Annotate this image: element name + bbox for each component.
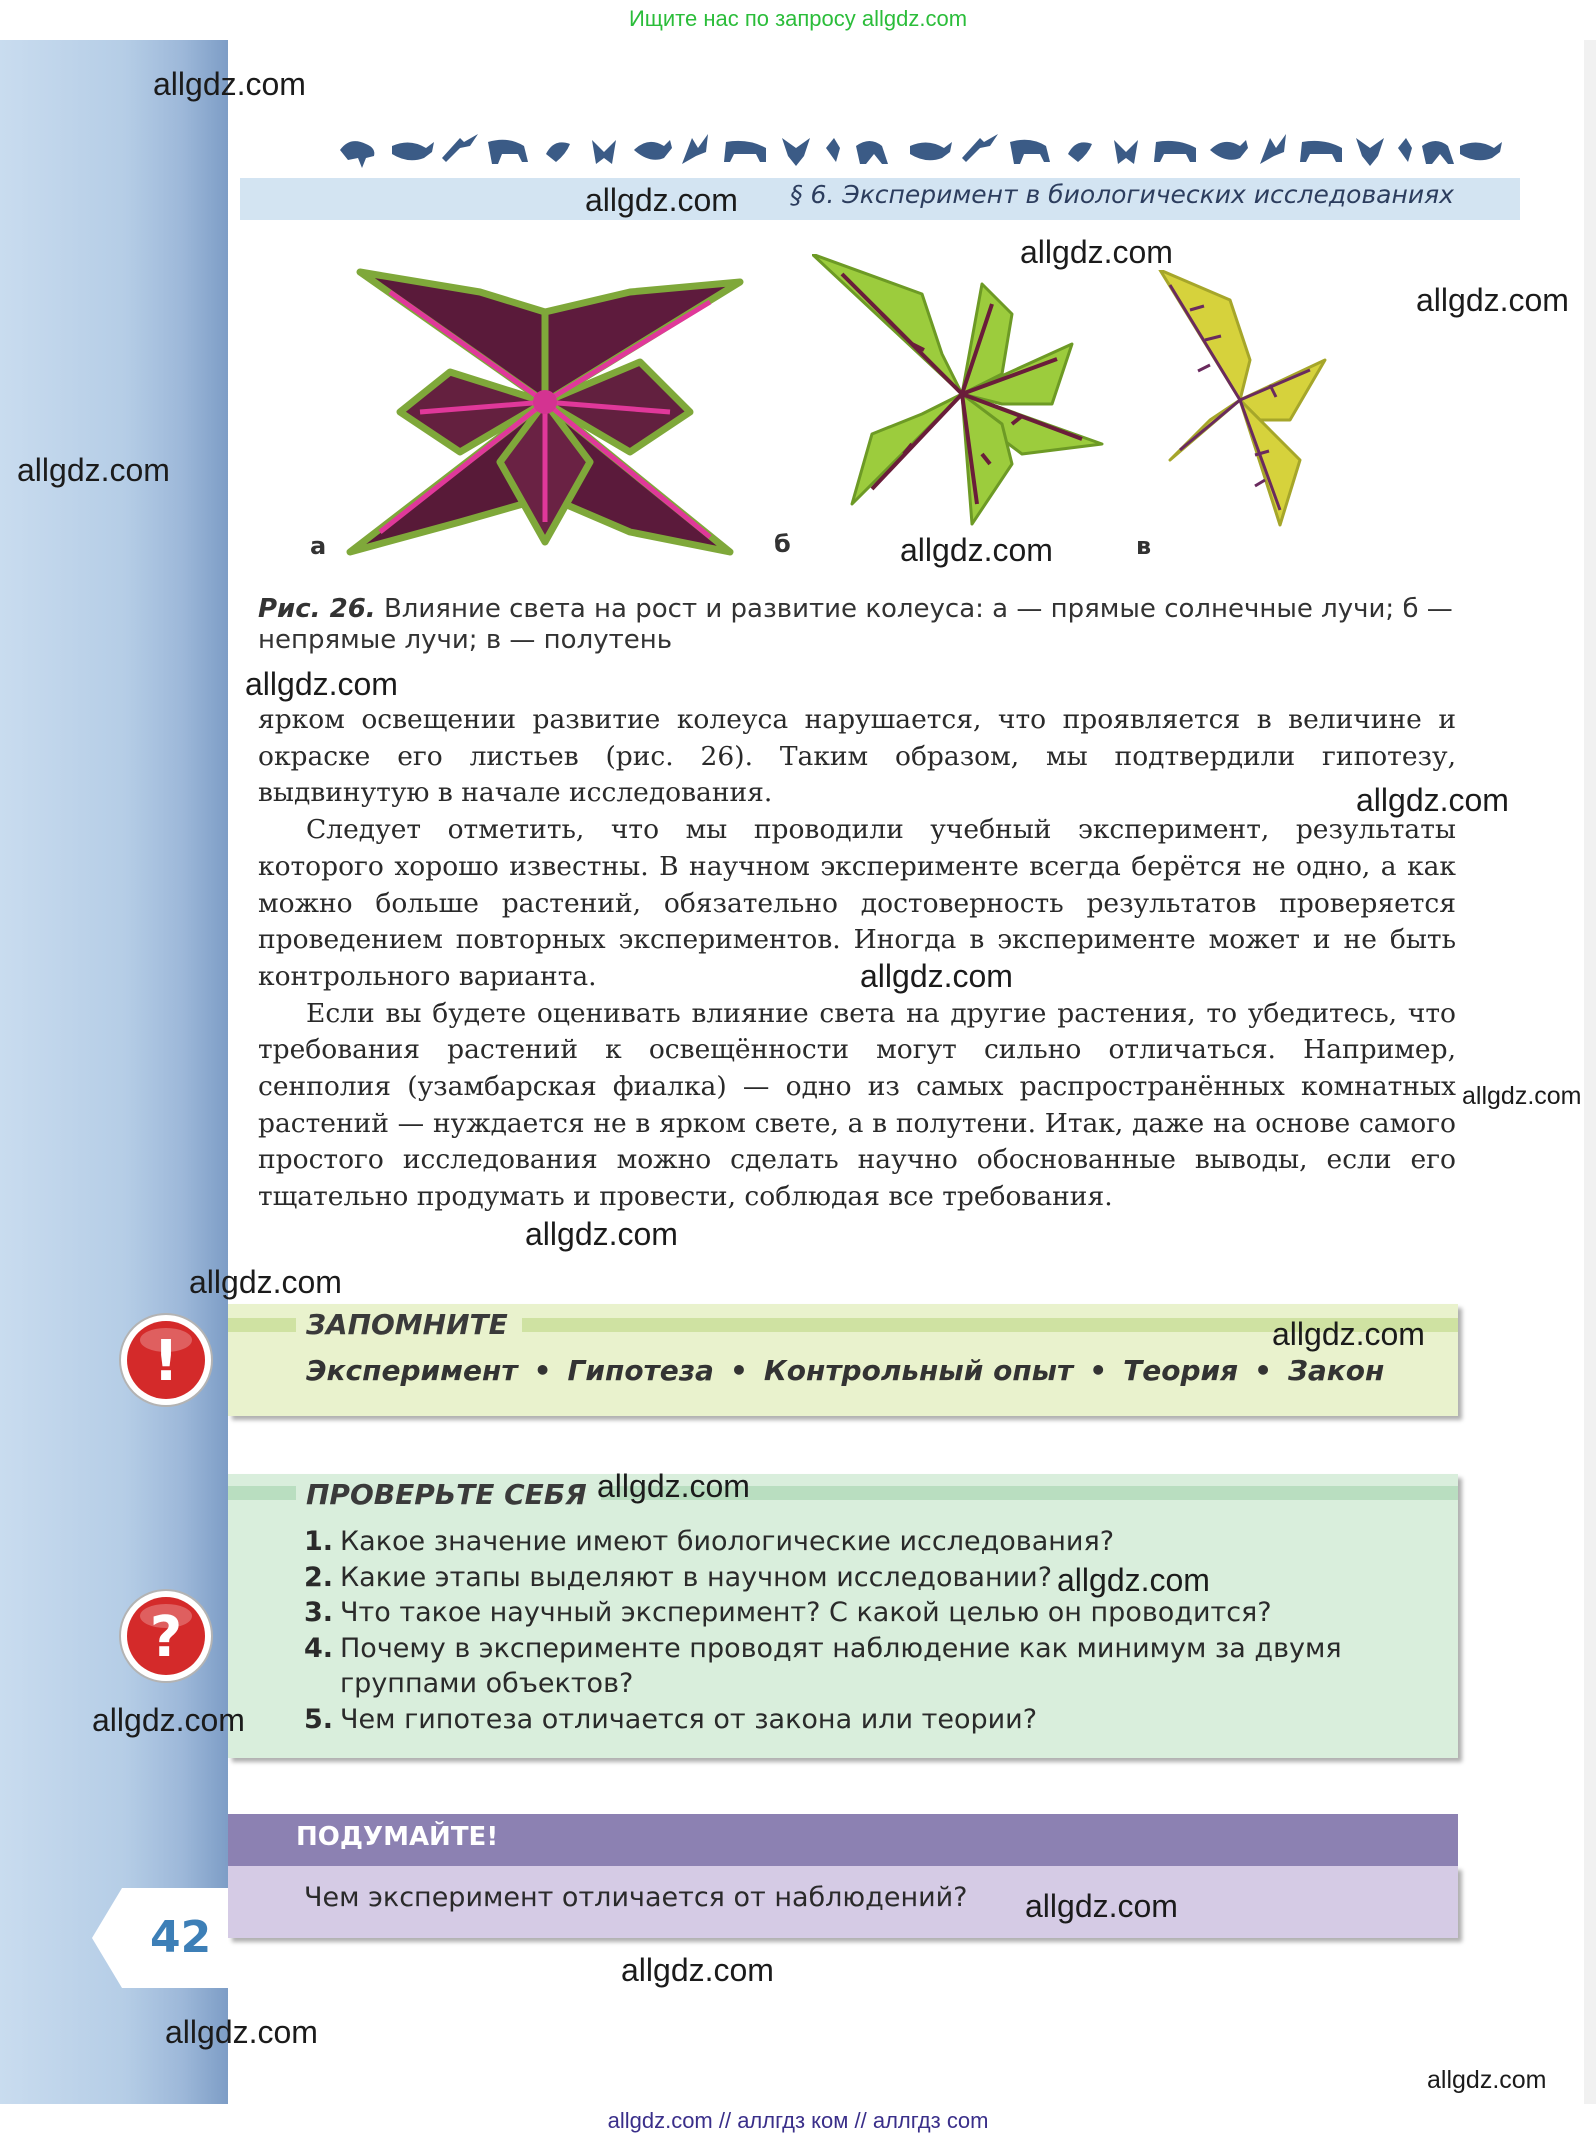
question-number: 4.: [304, 1632, 334, 1664]
remember-terms: [306, 1354, 1384, 1387]
term-separator: •: [533, 1354, 552, 1387]
watermark: allgdz.com: [1025, 1888, 1178, 1924]
animal-icon-18: [1154, 141, 1196, 162]
watermark: allgdz.com: [1462, 1082, 1582, 1110]
animal-icon-3: [442, 134, 478, 162]
figure-caption-ref: Рис. 26.: [258, 594, 376, 624]
question-glyph: ?: [149, 1605, 183, 1670]
watermark: allgdz.com: [1356, 782, 1509, 818]
figure-label-a: а: [310, 532, 327, 560]
coleus-plant-a-image: [330, 252, 760, 562]
watermark: allgdz.com: [860, 958, 1013, 994]
animal-icon-14: [962, 134, 998, 162]
animal-icon-2: [392, 142, 434, 160]
watermark: allgdz.com: [585, 182, 738, 218]
figure-label-b: б: [774, 530, 791, 558]
animal-icon-23: [1398, 138, 1412, 162]
watermark: allgdz.com: [900, 532, 1053, 568]
watermark: allgdz.com: [525, 1216, 678, 1252]
animal-icon-21: [1300, 141, 1342, 162]
watermark: allgdz.com: [245, 666, 398, 702]
question-item: [304, 1524, 1434, 1560]
watermark: allgdz.com: [1416, 282, 1569, 318]
term-separator: •: [1254, 1354, 1272, 1387]
body-text: [258, 702, 1456, 1216]
question-item: [304, 1702, 1434, 1738]
watermark: allgdz.com: [153, 66, 306, 102]
figure-caption-text: Влияние света на рост и развитие колеуса: а — прямые солнечные лучи; б — непрямые лучи; в — полутень: [258, 594, 1453, 655]
think-question: Чем эксперимент отличается от наблюдений?: [304, 1882, 968, 1913]
animal-icon-5: [546, 142, 570, 162]
animal-icon-17: [1114, 140, 1138, 164]
exclamation-alert-icon: [116, 1310, 216, 1410]
question-text: Чем гипотеза отличается от закона или теории?: [340, 1703, 1038, 1735]
watermark: allgdz.com: [165, 2014, 318, 2050]
check-yourself-title: ПРОВЕРЬТЕ СЕБЯ: [296, 1478, 601, 1511]
question-number: 3.: [304, 1597, 334, 1629]
page-number: 42: [150, 1912, 212, 1963]
exclamation-glyph: !: [153, 1329, 179, 1394]
term-experiment: Эксперимент: [306, 1354, 518, 1387]
animal-icon-13: [910, 142, 952, 160]
paragraph-3: Если вы будете оценивать влияние света на другие растения, то убедитесь, что требования растений к освещённости могут сильно отличаться. Например, сенполия (узамбарская фиалка) — одно из самых распространённых комнатных растений — нуждается не в ярком свете, а в полутени. Итак, даже на основе самого простого исследования можно сделать научно обоснованные выводы, если его тщательно продумать и провести, соблюдая все требования.: [258, 997, 1456, 1213]
question-mark-icon: [116, 1586, 216, 1686]
remember-title: ЗАПОМНИТЕ: [296, 1308, 522, 1341]
question-item: [304, 1631, 1434, 1702]
question-item: [304, 1560, 1434, 1596]
animal-icon-15: [1010, 140, 1050, 164]
left-margin-strip: [0, 40, 228, 2104]
paragraph-1: ярком освещении развитие колеуса нарушается, что проявляется в величине и окраске его листьев (рис. 26). Таким образом, мы подтвердили гипотезу, выдвинутую в начале исследования.: [258, 704, 1456, 809]
animal-icon-9: [724, 141, 766, 162]
question-item: [304, 1595, 1434, 1631]
question-text: Почему в эксперименте проводят наблюдение как минимум за двумя группами объектов?: [340, 1632, 1342, 1700]
watermark: allgdz.com: [1427, 2066, 1547, 2094]
animal-icon-6: [592, 140, 616, 164]
question-number: 2.: [304, 1561, 334, 1593]
watermark: allgdz.com: [1272, 1316, 1425, 1352]
animal-icon-25: [1460, 142, 1502, 160]
animal-icon-20: [1260, 134, 1286, 164]
animal-icon-1: [340, 141, 374, 168]
watermark: allgdz.com: [1020, 234, 1173, 270]
term-law: Закон: [1288, 1354, 1385, 1387]
watermark: allgdz.com: [1057, 1562, 1210, 1598]
question-number: 1.: [304, 1526, 334, 1557]
questions-list: [304, 1524, 1434, 1738]
term-hypothesis: Гипотеза: [567, 1354, 714, 1387]
watermark: allgdz.com: [92, 1702, 245, 1738]
animal-icon-24: [1422, 141, 1454, 164]
term-control-experiment: Контрольный опыт: [763, 1354, 1074, 1387]
coleus-plant-c-image: [1150, 270, 1330, 530]
animal-silhouettes-decoration: [330, 128, 1520, 172]
footer-links[interactable]: allgdz.com // аллгдз ком // аллгдз com: [607, 2108, 989, 2133]
animal-icon-8: [682, 134, 708, 164]
search-banner[interactable]: Ищите нас по запросу allgdz.com: [628, 6, 968, 31]
watermark: allgdz.com: [189, 1264, 342, 1300]
question-text: Какие этапы выделяют в научном исследовании?: [340, 1561, 1053, 1593]
animal-icon-19: [1210, 140, 1248, 160]
term-theory: Теория: [1123, 1354, 1239, 1387]
animal-icon-4: [488, 140, 528, 164]
right-page-edge: [1584, 40, 1596, 2104]
watermark: allgdz.com: [17, 452, 170, 488]
think-title: ПОДУМАЙТЕ!: [296, 1822, 499, 1852]
term-separator: •: [729, 1354, 748, 1387]
paragraph-2: Следует отметить, что мы проводили учебный эксперимент, результаты которого хорошо известны. В научном эксперименте всегда берётся не одно, а как можно больше растений, обязательно достоверность результатов проверяется проведением повторных экспериментов. Иногда в эксперименте может и не быть контрольного варианта.: [258, 814, 1456, 992]
question-text: Какое значение имеют биологические исследования?: [340, 1526, 1115, 1557]
animal-icon-16: [1068, 142, 1092, 162]
question-number: 5.: [304, 1703, 334, 1735]
animal-icon-12: [856, 141, 888, 164]
figure-caption: [258, 594, 1458, 656]
section-header-title: § 6. Эксперимент в биологических исследованиях: [790, 180, 1454, 209]
question-text: Что такое научный эксперимент? С какой целью он проводится?: [340, 1597, 1272, 1629]
animal-icon-22: [1356, 138, 1384, 166]
coleus-plant-b-image: [812, 254, 1112, 534]
figure-label-c: в: [1136, 532, 1152, 560]
animal-icon-7: [634, 140, 672, 160]
animal-icon-11: [826, 138, 840, 162]
term-separator: •: [1089, 1354, 1108, 1387]
watermark: allgdz.com: [621, 1952, 774, 1988]
animal-icon-10: [782, 138, 810, 166]
watermark: allgdz.com: [597, 1468, 750, 1504]
